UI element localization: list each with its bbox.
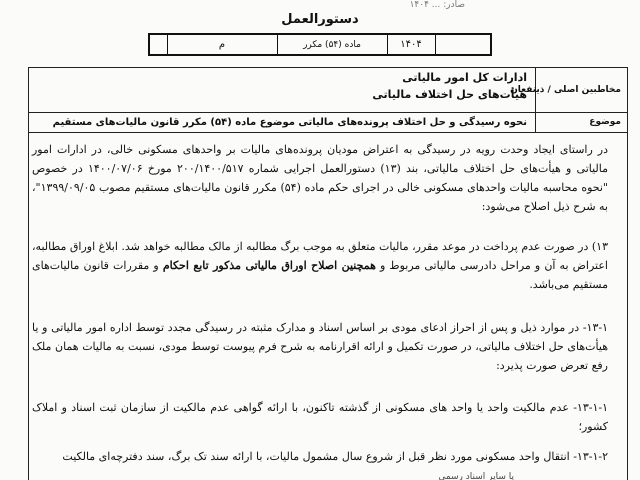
paragraph-clause-13-1-2: ۱۳-۱-۲- انتقال واحد مسکونی مورد نظر قبل از شروع سال مشمول مالیات، با ارائه سند تک برگ، سند دفترچه‌ای مالکیت: [62, 450, 608, 463]
audience-line-1: ادارات کل امور مالیاتی: [402, 71, 527, 84]
clause-13-bold-text: همچنین اصلاح اوراق مالیاتی مذکور تابع احکام: [162, 259, 376, 272]
metadata-box: [28, 67, 628, 133]
paragraph-clause-13: [32, 237, 608, 294]
header-cell-empty-right: [435, 34, 491, 55]
top-cut-text: صادر: ... ۱۴۰۴: [409, 0, 465, 10]
header-cell-article: ماده (۵۴) مکرر: [277, 34, 387, 55]
bottom-cut-text: یا سایر اسناد رسمی: [438, 472, 514, 480]
metadata-vertical-divider: [535, 68, 536, 132]
metadata-horizontal-divider: [29, 112, 627, 113]
paragraph-clause-13-1: ۱۳-۱- در موارد ذیل و پس از احراز ادعای مودی بر اساس اسناد و مدارک مثبته در رسیدگی مجدد توسط اداره امور مالیاتی و یا هیأت‌های حل اختلاف مالیاتی، در صورت تکمیل و ارائه اقرارنامه به شرح فرم پیوست توسط مودی، نسبت به مالیات همان ملک رفع تعرض صورت پذیرد:: [32, 321, 608, 372]
header-cell-year: ۱۴۰۴: [387, 34, 435, 55]
clause-13-text-a: ۱۳) در صورت عدم پرداخت در موعد مقرر، مالیات متعلق به موجب برگ مطالبه از مالک مطالبه خواهد شد. ابلاغ اوراق مطالبه، اعتراض به آن و مراحل دادرسی مالیاتی مربوط و: [32, 240, 608, 272]
paragraph-intro: در راستای ایجاد وحدت رویه در رسیدگی به اعتراض مودیان پرونده‌های مالیات بر واحدهای مسکونی خالی، در ادارات امور مالیاتی و هیأت‌های حل اختلاف مالیاتی، بند (۱۳) دستورالعمل اجرایی شماره ۲۰۰/۱۴۰۰/۵۱۷ مورخ ۱۴۰۰/۰۷/۰۶ در خصوص "نحوه محاسبه مالیات واحدهای مسکونی خالی در اجرای حکم ماده (۵۴) مکرر قانون مالیات‌های مستقیم مصوب ۱۳۹۹/۰۹/۰۵"، به شرح ذیل اصلاح می‌شود:: [32, 143, 609, 213]
header-cell-empty-left: [149, 34, 167, 55]
clause-13-text-b: و مقررات قانون مالیات‌های مستقیم می‌باشد.: [32, 259, 608, 291]
document-title: دستورالعمل: [281, 12, 359, 27]
document-header-table: [148, 33, 492, 56]
subject-label: موضوع: [589, 117, 621, 127]
paragraph-clause-13-1-1: ۱۳-۱-۱- عدم مالکیت واحد یا واحد های مسکونی از گذشته تاکنون، با ارائه گواهی عدم مالکیت از سازمان ثبت اسناد و املاک کشور؛: [32, 401, 608, 433]
subject-value: نحوه رسیدگی و حل اختلاف پرونده‌های مالیاتی موضوع ماده (۵۴) مکرر قانون مالیات‌های مستقیم: [52, 117, 527, 128]
audience-label: مخاطبین اصلی / ذینفعان: [510, 85, 621, 95]
audience-line-2: هیأت‌های حل اختلاف مالیاتی: [372, 88, 527, 101]
header-cell-code: م: [167, 34, 277, 55]
